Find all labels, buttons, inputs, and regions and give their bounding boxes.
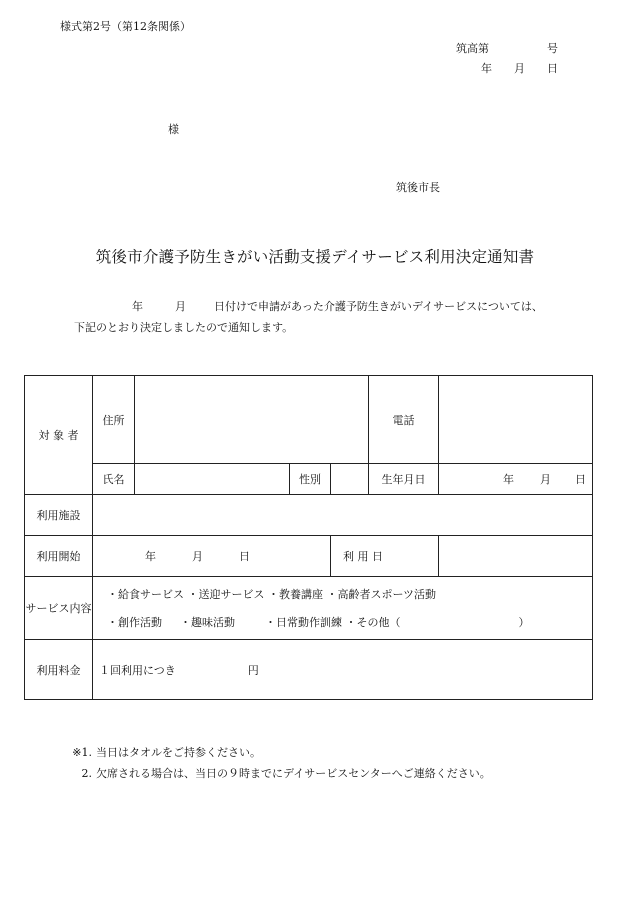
phone-field[interactable] [439,376,593,464]
subject-label: 対 象 者 [25,376,93,495]
birth-year: 年 [503,473,515,486]
intro-text: 日付けで申請があった介護予防生きがいデイサービスについては、 [214,300,543,313]
service-creative: ・創作活動 [107,616,162,629]
service-other-close: ） [518,616,530,629]
decision-table [24,375,593,700]
birthdate-field[interactable] [439,464,593,495]
address-field[interactable] [135,376,369,464]
service-label: サービス内容 [25,577,93,640]
date-year: 年 [481,62,492,75]
note-1-text: 当日はタオルをご持参ください。 [96,746,261,759]
birth-day: 日 [575,473,587,486]
facility-label: 利用施設 [25,495,93,536]
service-line-2 [93,605,592,633]
form-number: 様式第2号（第12条関係） [60,20,191,33]
intro-year: 年 [132,300,143,313]
note-2-text: 欠席される場合は、当日の９時までにデイサービスセンターへご連絡ください。 [96,767,491,780]
start-year: 年 [145,550,156,563]
fee-text: １回利用につき [99,663,176,677]
address-label: 住所 [93,376,135,464]
start-label: 利用開始 [25,536,93,577]
doc-number-prefix: 筑高第 [456,42,489,55]
note-1-number: ※1. [72,746,92,759]
use-day-field[interactable] [439,536,593,577]
birthdate-label: 生年月日 [369,464,439,495]
name-label: 氏名 [93,464,135,495]
document-date [481,60,558,76]
addressee-honorific: 様 [168,123,179,136]
note-1 [64,744,261,760]
service-hobby: ・趣味活動 [180,616,235,629]
date-day: 日 [547,62,558,75]
facility-field[interactable] [93,495,593,536]
gender-label: 性別 [290,464,331,495]
service-options[interactable] [93,577,593,640]
fee-unit: 円 [247,663,259,677]
service-line-1: ・給食サービス ・送迎サービス ・教養講座 ・高齢者スポーツ活動 [107,588,437,601]
date-month: 月 [514,62,525,75]
document-title: 筑後市介護予防生きがい活動支援デイサービス利用決定通知書 [95,248,535,266]
issuer: 筑後市長 [396,181,440,194]
note-2-number: 2. [81,767,92,780]
fee-label: 利用料金 [25,640,93,700]
start-date-field[interactable] [93,536,331,577]
doc-number-suffix: 号 [547,42,558,55]
document-number [456,40,558,56]
start-month: 月 [192,550,203,563]
intro-month: 月 [175,300,186,313]
start-day: 日 [239,550,250,563]
intro-line-2: 下記のとおり決定しましたので通知します。 [74,321,294,334]
service-other: ・日常動作訓練 ・その他（ [265,616,401,629]
name-field[interactable] [135,464,290,495]
phone-label: 電話 [369,376,439,464]
intro-line-1 [132,298,543,314]
gender-field[interactable] [331,464,369,495]
birth-month: 月 [540,473,552,486]
note-2 [64,765,491,781]
use-day-label: 利 用 日 [331,536,439,577]
fee-field[interactable] [93,640,593,700]
